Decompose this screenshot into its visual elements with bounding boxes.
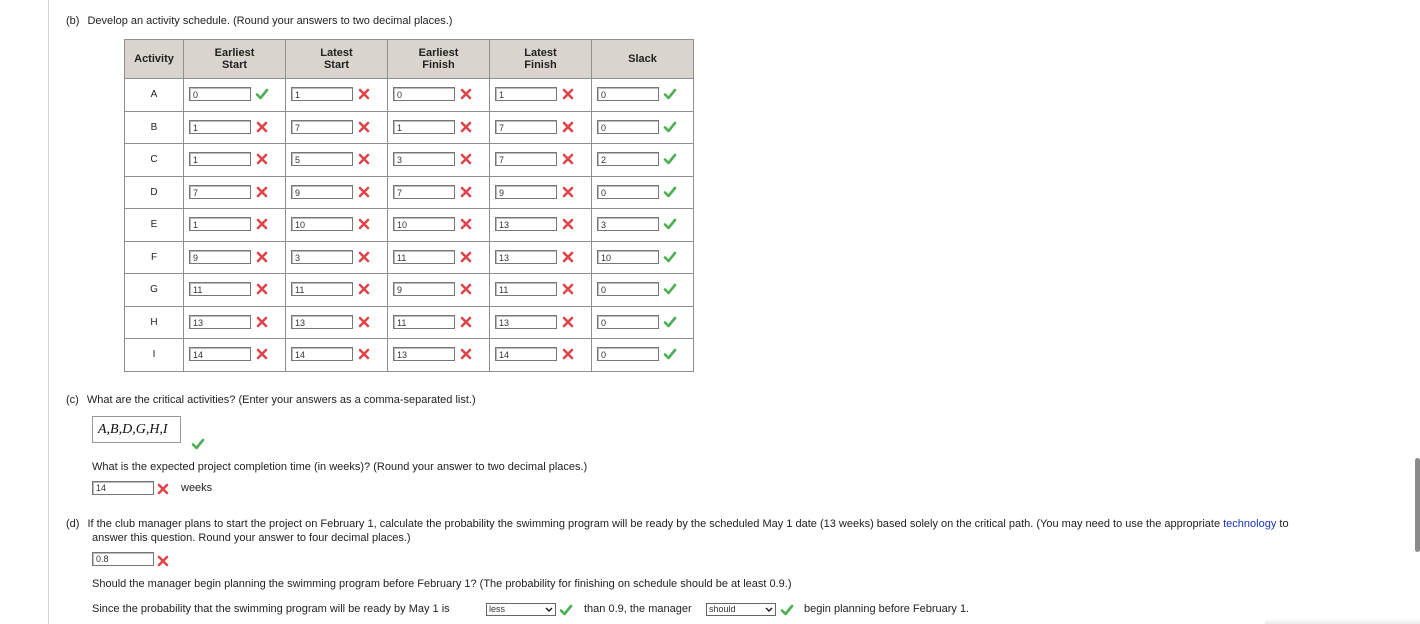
header-activity-text: Activity bbox=[134, 53, 174, 65]
slack-input[interactable]: 0 bbox=[597, 315, 659, 329]
earliest-start-input[interactable]: 0 bbox=[189, 87, 251, 101]
earliest-finish-input[interactable]: 11 bbox=[393, 315, 455, 329]
latest-finish-input[interactable]: 14 bbox=[495, 347, 557, 361]
table-row bbox=[125, 144, 694, 177]
cross-icon bbox=[255, 347, 269, 361]
cross-icon bbox=[561, 87, 575, 101]
latest-start-input[interactable]: 13 bbox=[291, 315, 353, 329]
earliest-start-input[interactable]: 9 bbox=[189, 250, 251, 264]
earliest-start-input[interactable]: 13 bbox=[189, 315, 251, 329]
manager-decision-value: should bbox=[709, 604, 736, 614]
latest-finish-cell bbox=[490, 306, 592, 339]
slack-input[interactable]: 0 bbox=[597, 347, 659, 361]
header-latest-start bbox=[286, 40, 388, 79]
completion-time-prompt: What is the expected project completion time (in weeks)? (Round your answer to two decimal places.) bbox=[92, 461, 588, 473]
table-row bbox=[125, 306, 694, 339]
cross-icon bbox=[357, 282, 371, 296]
earliest-start-cell bbox=[184, 79, 286, 112]
part-d-question-line2: answer this question. Round your answer to four decimal places.) bbox=[92, 532, 411, 544]
header-ls-line2: Start bbox=[323, 59, 350, 71]
earliest-finish-cell bbox=[388, 144, 490, 177]
completion-time-cross-icon bbox=[157, 482, 169, 494]
check-icon bbox=[255, 87, 269, 101]
latest-finish-cell bbox=[490, 274, 592, 307]
table-header-row bbox=[125, 40, 694, 79]
earliest-start-input[interactable]: 1 bbox=[189, 217, 251, 231]
earliest-finish-input[interactable]: 1 bbox=[393, 120, 455, 134]
activity-cell bbox=[125, 79, 184, 112]
latest-finish-input[interactable]: 7 bbox=[495, 152, 557, 166]
activity-cell bbox=[125, 176, 184, 209]
part-c-prompt: What are the critical activities? (Enter your answers as a comma-separated list.) bbox=[86, 394, 476, 406]
latest-start-cell bbox=[286, 306, 388, 339]
latest-finish-input[interactable]: 7 bbox=[495, 120, 557, 134]
slack-cell bbox=[592, 144, 694, 177]
header-earliest-finish bbox=[388, 40, 490, 79]
cross-icon bbox=[357, 315, 371, 329]
activity-cell bbox=[125, 144, 184, 177]
earliest-start-cell bbox=[184, 241, 286, 274]
part-d-label: (d) bbox=[66, 518, 80, 530]
latest-start-cell bbox=[286, 274, 388, 307]
slack-cell bbox=[592, 111, 694, 144]
cross-icon bbox=[561, 250, 575, 264]
latest-start-cell bbox=[286, 209, 388, 242]
cross-icon bbox=[459, 282, 473, 296]
table-row bbox=[125, 176, 694, 209]
activity-label: I bbox=[152, 349, 156, 361]
earliest-finish-cell bbox=[388, 79, 490, 112]
activity-label: E bbox=[150, 219, 158, 231]
latest-finish-input[interactable]: 13 bbox=[495, 250, 557, 264]
latest-start-cell bbox=[286, 144, 388, 177]
technology-link[interactable]: technology bbox=[1223, 518, 1277, 530]
activity-label: A bbox=[150, 89, 158, 101]
earliest-start-input[interactable]: 7 bbox=[189, 185, 251, 199]
probability-cross-icon bbox=[157, 554, 169, 566]
earliest-start-input[interactable]: 1 bbox=[189, 152, 251, 166]
cross-icon bbox=[255, 282, 269, 296]
activity-label: G bbox=[150, 284, 158, 296]
latest-start-input[interactable]: 9 bbox=[291, 185, 353, 199]
earliest-finish-cell bbox=[388, 339, 490, 372]
cross-icon bbox=[459, 315, 473, 329]
latest-start-input[interactable]: 5 bbox=[291, 152, 353, 166]
part-b-label: (b) bbox=[66, 15, 80, 27]
check-icon bbox=[663, 282, 677, 296]
slack-cell bbox=[592, 306, 694, 339]
header-ef-line2: Finish bbox=[422, 59, 455, 71]
latest-start-input[interactable]: 10 bbox=[291, 217, 353, 231]
table-row bbox=[125, 209, 694, 242]
earliest-start-cell bbox=[184, 209, 286, 242]
earliest-finish-input[interactable]: 7 bbox=[393, 185, 455, 199]
probability-comparison-select[interactable] bbox=[486, 603, 556, 616]
cross-icon bbox=[357, 120, 371, 134]
scrollbar-thumb[interactable] bbox=[1415, 458, 1420, 552]
latest-start-input[interactable]: 3 bbox=[291, 250, 353, 264]
header-slack bbox=[592, 40, 694, 79]
bottom-panel-shadow bbox=[1265, 618, 1420, 624]
cross-icon bbox=[255, 185, 269, 199]
slack-input[interactable]: 3 bbox=[597, 217, 659, 231]
cross-icon bbox=[459, 217, 473, 231]
latest-finish-cell bbox=[490, 79, 592, 112]
earliest-finish-cell bbox=[388, 306, 490, 339]
since-sentence-b: than 0.9, the manager bbox=[584, 603, 692, 615]
cross-icon bbox=[255, 315, 269, 329]
table-row bbox=[125, 241, 694, 274]
activity-cell bbox=[125, 241, 184, 274]
cross-icon bbox=[357, 152, 371, 166]
latest-start-cell bbox=[286, 111, 388, 144]
header-slack-text: Slack bbox=[628, 53, 657, 65]
slack-cell bbox=[592, 274, 694, 307]
slack-input[interactable]: 0 bbox=[597, 282, 659, 296]
latest-finish-cell bbox=[490, 176, 592, 209]
earliest-finish-input[interactable]: 10 bbox=[393, 217, 455, 231]
activity-label: F bbox=[150, 251, 158, 263]
slack-input[interactable]: 0 bbox=[597, 120, 659, 134]
check-icon bbox=[663, 250, 677, 264]
part-b-question bbox=[66, 14, 452, 28]
slack-input[interactable]: 2 bbox=[597, 152, 659, 166]
header-es-line2: Start bbox=[221, 59, 248, 71]
cross-icon bbox=[561, 217, 575, 231]
cross-icon bbox=[459, 250, 473, 264]
header-earliest-start bbox=[184, 40, 286, 79]
earliest-finish-cell bbox=[388, 176, 490, 209]
earliest-finish-cell bbox=[388, 111, 490, 144]
check-icon bbox=[663, 347, 677, 361]
latest-finish-cell bbox=[490, 339, 592, 372]
earliest-start-cell bbox=[184, 111, 286, 144]
cross-icon bbox=[459, 120, 473, 134]
check-icon bbox=[663, 120, 677, 134]
cross-icon bbox=[255, 250, 269, 264]
earliest-finish-input[interactable]: 9 bbox=[393, 282, 455, 296]
cross-icon bbox=[459, 152, 473, 166]
latest-start-cell bbox=[286, 241, 388, 274]
earliest-finish-input[interactable]: 13 bbox=[393, 347, 455, 361]
slack-input[interactable]: 0 bbox=[597, 87, 659, 101]
probability-input[interactable]: 0.8 bbox=[92, 552, 154, 566]
earliest-start-cell bbox=[184, 339, 286, 372]
earliest-start-input[interactable]: 14 bbox=[189, 347, 251, 361]
check-icon bbox=[663, 87, 677, 101]
latest-start-cell bbox=[286, 79, 388, 112]
header-lf-line1: Latest bbox=[524, 47, 557, 59]
table-row bbox=[125, 111, 694, 144]
cross-icon bbox=[357, 217, 371, 231]
completion-time-input[interactable]: 14 bbox=[92, 481, 154, 495]
latest-start-cell bbox=[286, 339, 388, 372]
part-d-question2: Should the manager begin planning the swimming program before February 1? (The probability for finishing on schedule should be at least 0.9.) bbox=[92, 578, 792, 590]
earliest-start-cell bbox=[184, 274, 286, 307]
earliest-start-input[interactable]: 11 bbox=[189, 282, 251, 296]
check-icon bbox=[663, 315, 677, 329]
slack-input[interactable]: 0 bbox=[597, 185, 659, 199]
content-frame-border bbox=[48, 0, 49, 624]
completion-time-unit: weeks bbox=[181, 482, 213, 494]
cross-icon bbox=[561, 185, 575, 199]
latest-finish-cell bbox=[490, 144, 592, 177]
activity-cell bbox=[125, 209, 184, 242]
earliest-finish-cell bbox=[388, 274, 490, 307]
manager-decision-check-icon bbox=[780, 603, 794, 617]
cross-icon bbox=[357, 250, 371, 264]
cross-icon bbox=[255, 120, 269, 134]
activity-label: B bbox=[150, 121, 158, 133]
table-row bbox=[125, 274, 694, 307]
latest-finish-input[interactable]: 9 bbox=[495, 185, 557, 199]
header-activity bbox=[125, 40, 184, 79]
cross-icon bbox=[255, 152, 269, 166]
header-latest-finish bbox=[490, 40, 592, 79]
cross-icon bbox=[255, 217, 269, 231]
earliest-start-cell bbox=[184, 306, 286, 339]
latest-finish-cell bbox=[490, 111, 592, 144]
slack-cell bbox=[592, 339, 694, 372]
cross-icon bbox=[459, 87, 473, 101]
chevron-down-icon bbox=[764, 604, 774, 615]
critical-activities-input[interactable]: A,B,D,G,H,I bbox=[92, 416, 181, 443]
part-d-question-line1 bbox=[66, 517, 1289, 531]
slack-cell bbox=[592, 209, 694, 242]
cross-icon bbox=[561, 152, 575, 166]
cross-icon bbox=[357, 185, 371, 199]
cross-icon bbox=[561, 120, 575, 134]
activity-schedule-table bbox=[124, 39, 694, 372]
cross-icon bbox=[561, 282, 575, 296]
cross-icon bbox=[561, 347, 575, 361]
activity-cell bbox=[125, 306, 184, 339]
part-d-prompt-b: to bbox=[1276, 518, 1289, 530]
earliest-finish-cell bbox=[388, 241, 490, 274]
header-ef-line1: Earliest bbox=[418, 47, 459, 59]
cross-icon bbox=[357, 87, 371, 101]
activity-label: C bbox=[150, 154, 158, 166]
slack-cell bbox=[592, 79, 694, 112]
latest-start-input[interactable]: 7 bbox=[291, 120, 353, 134]
check-icon bbox=[663, 217, 677, 231]
probability-comparison-value: less bbox=[489, 604, 506, 614]
check-icon bbox=[663, 185, 677, 199]
activity-label: D bbox=[150, 186, 158, 198]
header-lf-line2: Finish bbox=[524, 59, 557, 71]
activity-cell bbox=[125, 111, 184, 144]
part-d-prompt-a: If the club manager plans to start the project on February 1, calculate the probability the swimming program will be ready by the scheduled May 1 date (13 weeks) based solely on the critical path. (You may need to use the appropriate bbox=[87, 518, 1224, 530]
cross-icon bbox=[459, 185, 473, 199]
cross-icon bbox=[459, 347, 473, 361]
since-sentence-c: begin planning before February 1. bbox=[804, 603, 970, 615]
activity-cell bbox=[125, 274, 184, 307]
part-c-label: (c) bbox=[66, 394, 79, 406]
cross-icon bbox=[357, 347, 371, 361]
manager-decision-select[interactable] bbox=[706, 603, 776, 616]
since-sentence-a: Since the probability that the swimming program will be ready by May 1 is bbox=[92, 603, 450, 615]
activity-cell bbox=[125, 339, 184, 372]
latest-finish-input[interactable]: 1 bbox=[495, 87, 557, 101]
table-body bbox=[125, 79, 694, 372]
header-ls-line1: Latest bbox=[320, 47, 353, 59]
cross-icon bbox=[561, 315, 575, 329]
latest-start-input[interactable]: 1 bbox=[291, 87, 353, 101]
critical-activities-check-icon bbox=[191, 437, 205, 451]
latest-finish-cell bbox=[490, 209, 592, 242]
check-icon bbox=[663, 152, 677, 166]
table-row bbox=[125, 339, 694, 372]
latest-finish-cell bbox=[490, 241, 592, 274]
latest-finish-input[interactable]: 13 bbox=[495, 217, 557, 231]
latest-start-input[interactable]: 14 bbox=[291, 347, 353, 361]
latest-finish-input[interactable]: 13 bbox=[495, 315, 557, 329]
chevron-down-icon bbox=[544, 604, 554, 615]
earliest-finish-input[interactable]: 3 bbox=[393, 152, 455, 166]
activity-label: H bbox=[150, 316, 158, 328]
earliest-start-cell bbox=[184, 144, 286, 177]
slack-cell bbox=[592, 176, 694, 209]
header-es-line1: Earliest bbox=[214, 47, 255, 59]
probability-comparison-check-icon bbox=[559, 603, 573, 617]
earliest-start-input[interactable]: 1 bbox=[189, 120, 251, 134]
part-b-prompt: Develop an activity schedule. (Round your answers to two decimal places.) bbox=[87, 15, 453, 27]
earliest-finish-cell bbox=[388, 209, 490, 242]
earliest-finish-input[interactable]: 11 bbox=[393, 250, 455, 264]
earliest-finish-input[interactable]: 0 bbox=[393, 87, 455, 101]
latest-start-input[interactable]: 11 bbox=[291, 282, 353, 296]
table-row bbox=[125, 79, 694, 112]
part-c-question bbox=[66, 393, 476, 407]
earliest-start-cell bbox=[184, 176, 286, 209]
latest-start-cell bbox=[286, 176, 388, 209]
latest-finish-input[interactable]: 11 bbox=[495, 282, 557, 296]
slack-cell bbox=[592, 241, 694, 274]
slack-input[interactable]: 10 bbox=[597, 250, 659, 264]
